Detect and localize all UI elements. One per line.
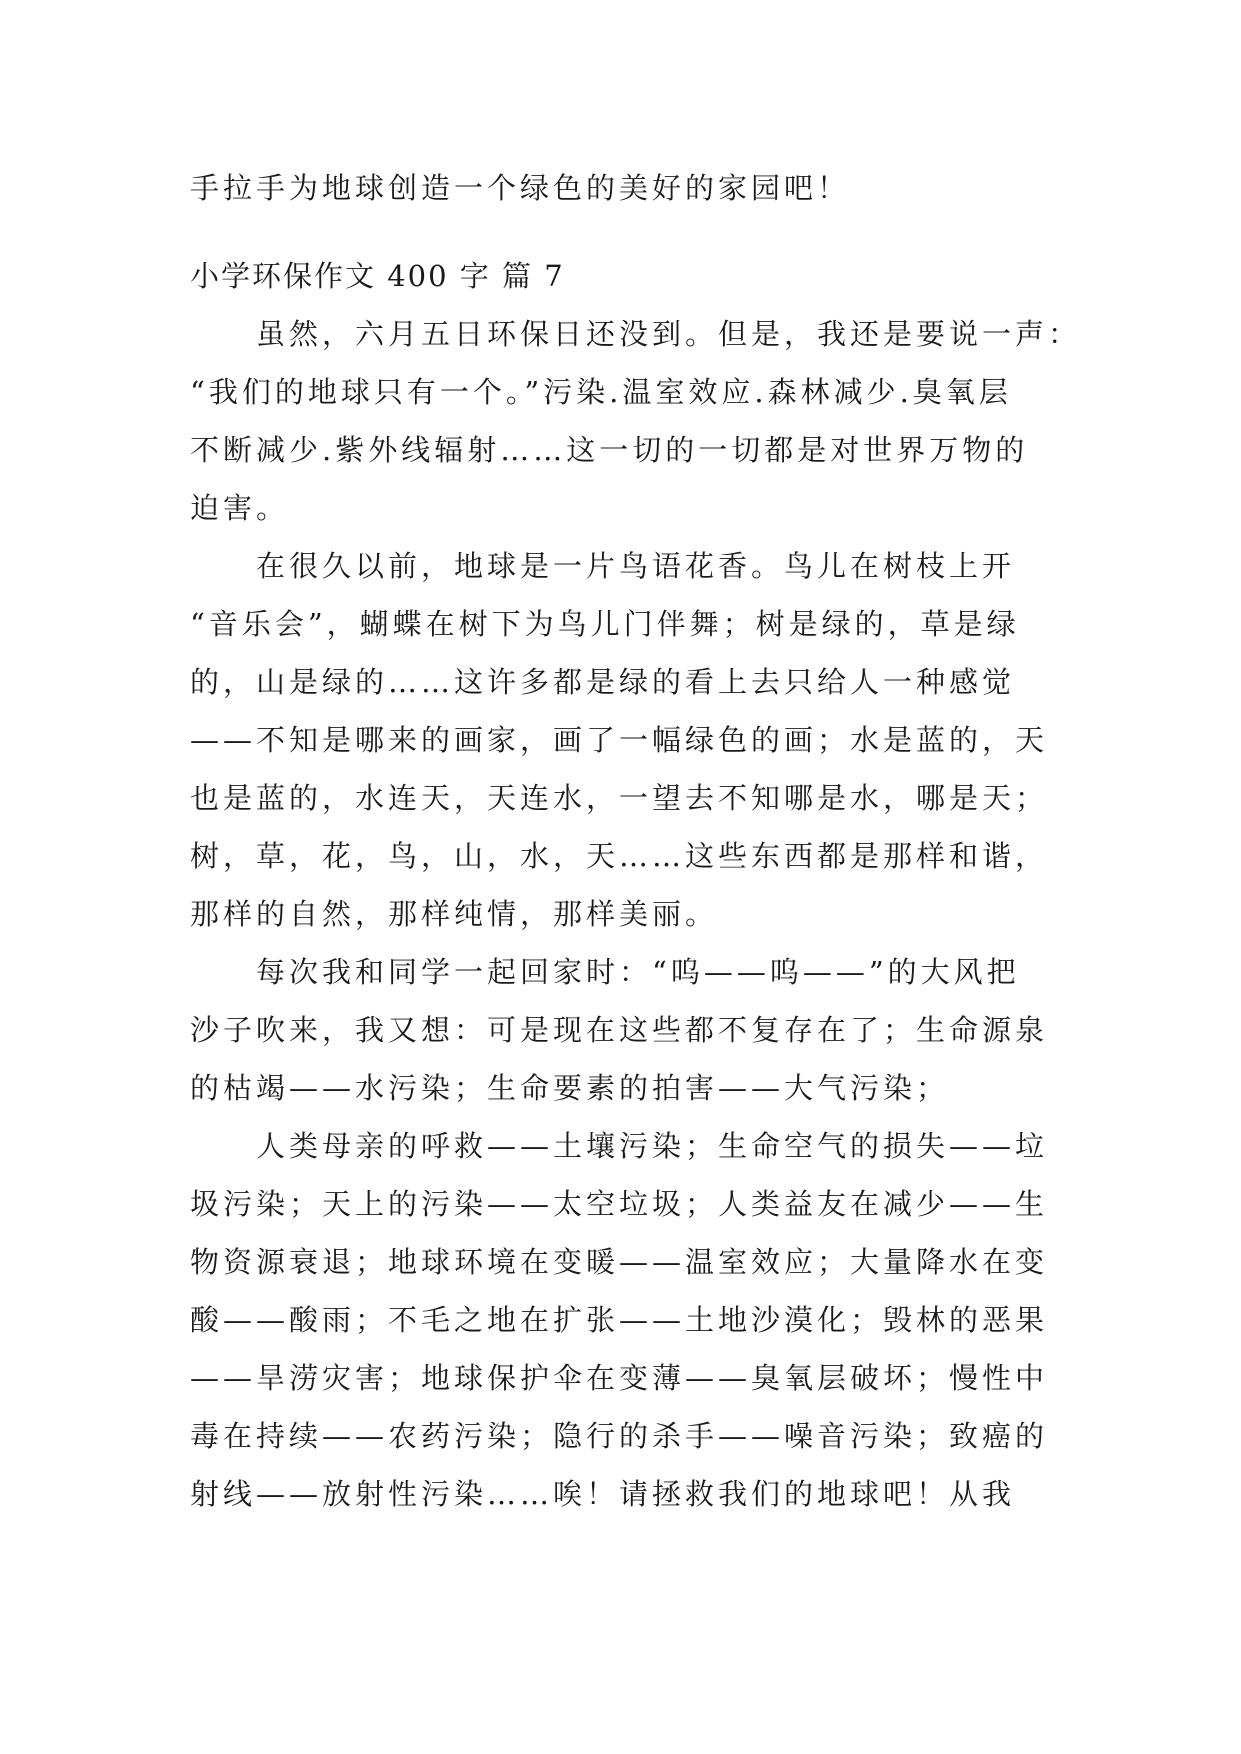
text-line: 人类母亲的呼救——土壤污染；生命空气的损失——垃 [256, 1129, 1049, 1163]
text-line: 酸——酸雨；不毛之地在扩张——土地沙漠化；毁林的恶果 [190, 1303, 1049, 1337]
text-line: 也是蓝的，水连天，天连水，一望去不知哪是水，哪是天； [190, 781, 1049, 815]
text-line: ——旱涝灾害；地球保护伞在变薄——臭氧层破坏；慢性中 [190, 1361, 1049, 1395]
text-line: 每次我和同学一起回家时：“呜——呜——”的大风把 [256, 955, 1020, 989]
text-line: 的枯竭——水污染；生命要素的拍害——大气污染； [190, 1071, 950, 1105]
text-line: 迫害。 [190, 491, 290, 525]
text-line: 树，草，花，鸟，山，水，天……这些东西都是那样和谐， [190, 839, 1049, 873]
text-line: 物资源衰退；地球环境在变暖——温室效应；大量降水在变 [190, 1245, 1049, 1279]
text-line: “音乐会”，蝴蝶在树下为鸟儿门伴舞；树是绿的，草是绿 [190, 607, 1020, 641]
text-line: 在很久以前，地球是一片鸟语花香。鸟儿在树枝上开 [256, 549, 1016, 583]
section-title: 小学环保作文 400 字 篇 7 [190, 259, 565, 293]
text-line: 沙子吹来，我又想：可是现在这些都不复存在了；生命源泉 [190, 1013, 1049, 1047]
text-line: 圾污染；天上的污染——太空垃圾；人类益友在减少——生 [190, 1187, 1049, 1221]
closing-line: 手拉手为地球创造一个绿色的美好的家园吧！ [190, 171, 851, 205]
text-line: 不断减少.紫外线辐射……这一切的一切都是对世界万物的 [190, 433, 1029, 467]
text-line: 虽然，六月五日环保日还没到。但是，我还是要说一声： [256, 317, 1082, 351]
text-line: “我们的地球只有一个。”污染.温室效应.森林减少.臭氧层 [190, 375, 1012, 409]
text-line: 毒在持续——农药污染；隐行的杀手——噪音污染；致癌的 [190, 1419, 1049, 1453]
text-line: 射线——放射性污染……唉！请拯救我们的地球吧！从我 [190, 1477, 1016, 1511]
text-line: ——不知是哪来的画家，画了一幅绿色的画；水是蓝的，天 [190, 723, 1049, 757]
text-line: 的，山是绿的……这许多都是绿的看上去只给人一种感觉 [190, 665, 1016, 699]
text-line: 那样的自然，那样纯情，那样美丽。 [190, 897, 719, 931]
